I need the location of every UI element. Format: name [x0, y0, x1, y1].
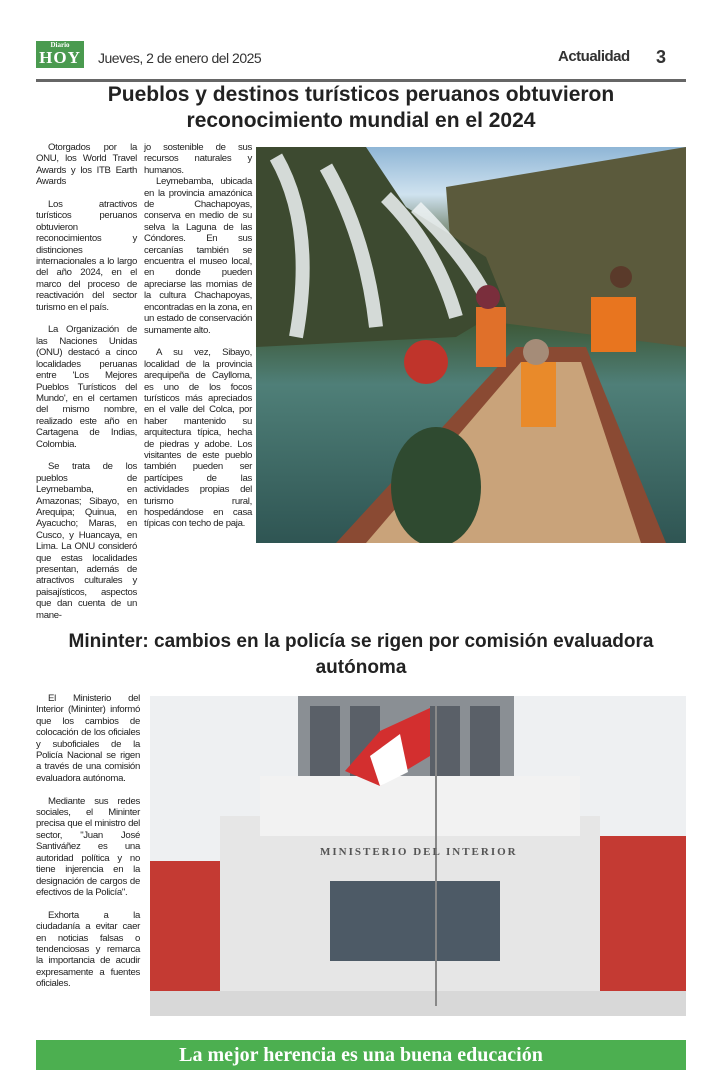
section-name: Actualidad: [558, 48, 630, 65]
issue-date: Jueves, 2 de enero del 2025: [98, 50, 262, 66]
boat-waterfall-photo: [256, 147, 686, 543]
article1-headline: Pueblos y destinos turísticos peruanos obtuvieron reconocimiento mundial en el 2024: [107, 83, 615, 132]
logo-small-text: Diario: [50, 41, 70, 49]
article2-column: [36, 693, 140, 990]
article1-column-1: [36, 142, 137, 621]
paragraph: A su vez, Sibayo, localidad de la provincia arequipeña de Caylloma, es uno de los focos turísticos más apreciados en el valle del Colca, por haber mantenido su arquitectura típica, hecha de piedras y adobe. Los visitantes de este pueblo también pueden ser partícipes de las actividades propias del turismo rural, hospedándose en casa típicas con techo de paja.: [144, 347, 252, 530]
page-body: [36, 0, 686, 1070]
logo-big-text: HOY: [39, 48, 81, 67]
building-sign: MINISTERIO DEL INTERIOR: [320, 846, 518, 859]
paragraph: La Organización de las Naciones Unidas (ONU) destacó a cinco localidades peruanas entre 'Los Mejores Pueblos Turísticos del Mundo', en el certamen del mismo nombre, realizado este año en Cartagena de Indias, Colombia.: [36, 324, 137, 450]
article2-body: [36, 693, 686, 1016]
paragraph: Exhorta a la ciudadanía a evitar caer en noticias falsas o tendenciosas y remarca la importancia de acudir expresamente a fuentes oficiales.: [36, 909, 140, 990]
paragraph: El Ministerio del Interior (Mininter) informó que los cambios de colocación de los oficiales y suboficiales de la Policía Nacional se rigen a través de una comisión evaluadora autónoma.: [36, 693, 140, 784]
page-number: 3: [656, 47, 667, 67]
paragraph: Leymebamba, ubicada en la provincia amazónica de Chachapoyas, conserva en medio de su selva la Laguna de las Cóndores. En sus cercanías también se encuentra el museo local, en donde pueden apreciarse las momias de la cultura Chachapoyas, encontradas en la zona, en un estado de conservación sumamente alto.: [144, 176, 252, 336]
paragraph: Mediante sus redes sociales, el Mininter precisa que el ministro del sector, "Juan José Santiváñez es una autoridad política y no tiene injerencia en la designación de cargos de efectivos de la Policía".: [36, 795, 140, 898]
slogan-banner: La mejor herencia es una buena educación: [36, 1040, 686, 1070]
article2-headline: Mininter: cambios en la policía se rigen por comisión evaluadora autónoma: [68, 631, 654, 679]
ministry-building-photo: [150, 696, 686, 1016]
article1-subtitle: Otorgados por la ONU, los World Travel Awards y los ITB Earth Awards: [36, 142, 137, 188]
paragraph: Se trata de los pueblos de Leymebamba, en Amazonas; Sibayo, en Arequipa; Quinua, en Ayacucho; Maras, en Cusco, y Huancaya, en Lima. La ONU consideró que estas localidades presentan, además de atractivos culturales y paisajísticos, aspectos que dan cuenta de un mane-: [36, 461, 137, 621]
article1-body: [36, 142, 686, 621]
article1-column-2: [144, 142, 252, 530]
paragraph: Los atractivos turísticos peruanos obtuvieron reconocimientos y distinciones internacionales a lo largo del año 2024, en el marco del proceso de reactivación del sector turismo en el país.: [36, 199, 137, 313]
paragraph: jo sostenible de sus recursos naturales y humanos.: [144, 142, 252, 176]
